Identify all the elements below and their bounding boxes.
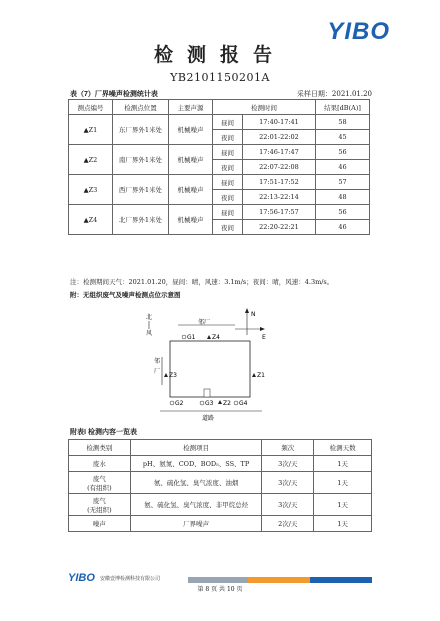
period-label: 昼间: [213, 115, 243, 130]
point-location: 北厂界外1米处: [113, 205, 169, 235]
wind-label: 风: [146, 330, 153, 337]
days-cell: 1天: [314, 494, 372, 516]
page-title: 检测报告: [153, 44, 286, 66]
noise-table-caption: 表（7）厂界噪声检测统计表: [70, 91, 158, 98]
figure-caption: 附：无组织废气及噪声检测点位示意图: [70, 292, 181, 299]
result-value: 56: [316, 205, 370, 220]
appendix-caption: 附表Ⅰ 检测内容一览表: [70, 429, 138, 436]
time-range: 17:51-17:52: [243, 175, 316, 190]
header-cell: 检测天数: [314, 440, 372, 456]
road-label: 道路: [202, 415, 215, 422]
header-cell: 检测时间: [213, 100, 316, 115]
z1-label: Z1: [257, 372, 265, 379]
items-cell: pH、氨氮、COD、BOD₅、SS、TP: [130, 456, 262, 472]
point-id: ▲Z2: [69, 145, 113, 175]
table-row: [69, 145, 370, 160]
point-id: ▲Z3: [69, 175, 113, 205]
point-location: 西厂界外1米处: [113, 175, 169, 205]
sample-date: 采样日期：2021.01.20: [296, 90, 372, 98]
point-location: 东厂界外1米处: [113, 115, 169, 145]
table-row: [69, 115, 370, 130]
result-value: 45: [316, 130, 370, 145]
result-value: 56: [316, 145, 370, 160]
header-cell: 测点编号: [69, 100, 113, 115]
header-cell: 检测项目: [130, 440, 262, 456]
days-cell: 1天: [314, 516, 372, 532]
period-label: 夜间: [213, 190, 243, 205]
time-range: 22:20-22:21: [243, 220, 316, 235]
days-cell: 1天: [314, 456, 372, 472]
point-id: ▲Z4: [69, 205, 113, 235]
report-number: YB2101150201A: [170, 71, 270, 84]
footer-bar-gray: [188, 577, 248, 583]
noise-source: 机械噪声: [169, 175, 213, 205]
appendix-table: [68, 439, 372, 532]
z4-marker-icon: [207, 335, 211, 339]
category-cell: 噪声: [69, 516, 131, 532]
table-row: [69, 456, 372, 472]
category-cell: [69, 494, 131, 516]
noise-table-header: [69, 100, 370, 115]
time-range: 22:01-22:02: [243, 130, 316, 145]
table-row: [69, 205, 370, 220]
time-range: 17:40-17:41: [243, 115, 316, 130]
period-label: 昼间: [213, 175, 243, 190]
result-value: 58: [316, 115, 370, 130]
g4-marker-icon: [234, 401, 238, 405]
noise-source: 机械噪声: [169, 115, 213, 145]
footer-company-name: 安徽壹博检测科技有限公司: [100, 576, 161, 582]
table-row: [69, 472, 372, 494]
result-value: 57: [316, 175, 370, 190]
wind-direction-label: 北: [146, 314, 153, 321]
noise-source: 机械噪声: [169, 205, 213, 235]
noise-table: [68, 99, 370, 235]
point-location: 南厂界外1米处: [113, 145, 169, 175]
result-value: 46: [316, 220, 370, 235]
g3-marker-icon: [200, 401, 204, 405]
table-row: [69, 175, 370, 190]
result-value: 46: [316, 160, 370, 175]
items-cell: 氨、硫化氢、臭气浓度、非甲烷总烃: [130, 494, 262, 516]
company-logo: YIBO: [327, 18, 390, 45]
period-label: 昼间: [213, 205, 243, 220]
neighbor-left-label-1: 邻: [154, 358, 161, 365]
neighbor-left-label-2: 厂: [154, 368, 161, 375]
header-cell: 检测点位置: [113, 100, 169, 115]
result-value: 48: [316, 190, 370, 205]
period-label: 夜间: [213, 220, 243, 235]
z3-marker-icon: [164, 373, 168, 377]
time-range: 22:13-22:14: [243, 190, 316, 205]
category-main: 废气: [92, 474, 106, 483]
days-cell: 1天: [314, 472, 372, 494]
g1-marker-icon: [182, 335, 186, 339]
page-number: 第 8 页 共 10 页: [197, 586, 243, 593]
z4-label: Z4: [212, 334, 220, 341]
freq-cell: 3次/天: [262, 456, 314, 472]
appendix-table-header: [69, 440, 372, 456]
table-row: [69, 516, 372, 532]
period-label: 昼间: [213, 145, 243, 160]
g4-label: G4: [239, 400, 248, 407]
time-range: 17:46-17:47: [243, 145, 316, 160]
period-label: 夜间: [213, 160, 243, 175]
time-range: 22:07-22:08: [243, 160, 316, 175]
header-cell: 频次: [262, 440, 314, 456]
gate-icon: [204, 389, 210, 397]
factory-boundary: [170, 341, 250, 397]
freq-cell: 3次/天: [262, 494, 314, 516]
period-label: 夜间: [213, 130, 243, 145]
z1-marker-icon: [252, 373, 256, 377]
noise-source: 机械噪声: [169, 145, 213, 175]
freq-cell: 3次/天: [262, 472, 314, 494]
point-id: ▲Z1: [69, 115, 113, 145]
neighbor-factory-top-label: 邻厂: [198, 319, 211, 326]
table-row: [69, 494, 372, 516]
header-cell: 结果[dB(A)]: [316, 100, 370, 115]
north-label: N: [251, 311, 256, 318]
north-arrow-icon: [245, 308, 249, 313]
freq-cell: 2次/天: [262, 516, 314, 532]
g2-marker-icon: [170, 401, 174, 405]
g2-label: G2: [175, 400, 184, 407]
site-layout-diagram: [140, 305, 300, 423]
category-sub: (有组织): [87, 483, 112, 492]
weather-note: 注：检测期间天气：2021.01.20，昼间：晴，风速：3.1m/s；夜间：晴，风速：4.3m/s。: [70, 278, 334, 286]
category-cell: 废水: [69, 456, 131, 472]
footer-bar-orange: [248, 577, 310, 583]
footer-bar-blue: [310, 577, 372, 583]
items-cell: 厂界噪声: [130, 516, 262, 532]
z3-label: Z3: [169, 372, 177, 379]
header-cell: 检测类别: [69, 440, 131, 456]
z2-label: Z2: [223, 400, 231, 407]
east-label: E: [262, 334, 266, 341]
category-main: 废气: [92, 496, 106, 505]
z2-marker-icon: [218, 400, 222, 404]
g1-label: G1: [187, 334, 196, 341]
footer-logo: YIBO: [68, 572, 95, 584]
category-cell: [69, 472, 131, 494]
east-arrow-icon: [260, 327, 265, 331]
header-cell: 主要声源: [169, 100, 213, 115]
category-sub: (无组织): [87, 505, 112, 514]
g3-label: G3: [205, 400, 214, 407]
time-range: 17:56-17:57: [243, 205, 316, 220]
items-cell: 氨、硫化氢、臭气浓度、油烟: [130, 472, 262, 494]
